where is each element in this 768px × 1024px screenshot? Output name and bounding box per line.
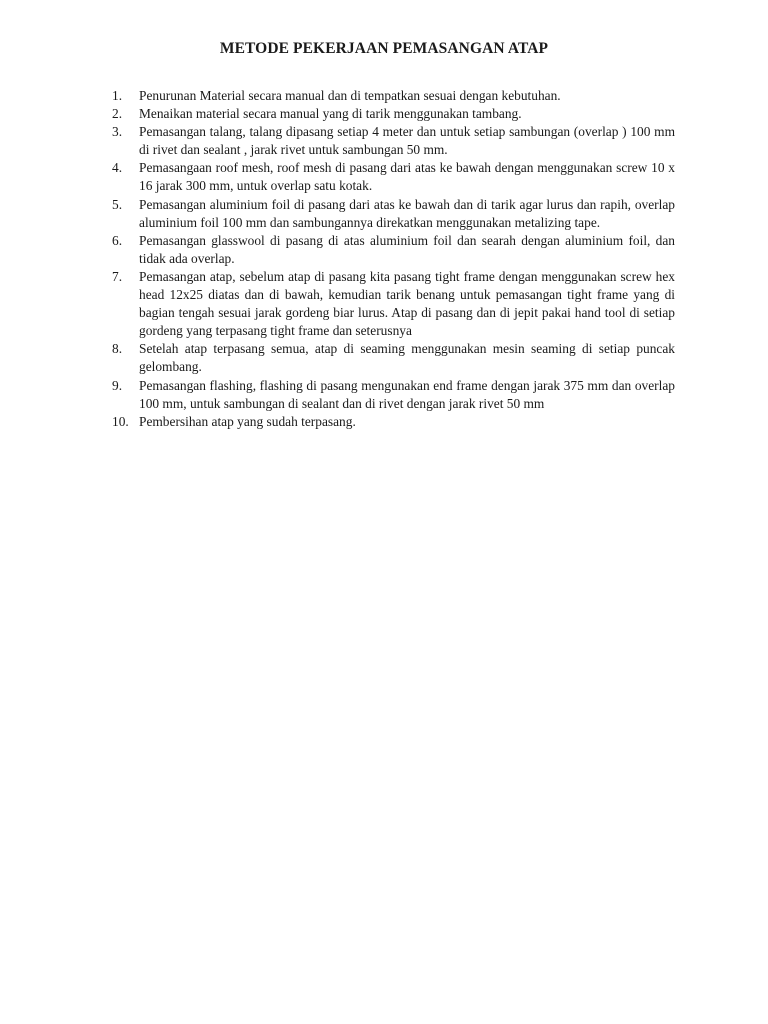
step-text: Penurunan Material secara manual dan di tempatkan sesuai dengan kebutuhan.: [139, 88, 561, 103]
steps-list: [112, 87, 675, 431]
step-text: Pemasangan glasswool di pasang di atas aluminium foil dan searah dengan aluminium foil, dan tidak ada overlap.: [139, 232, 675, 266]
list-item: [112, 159, 675, 195]
step-number: 3.: [112, 124, 123, 140]
step-text: Setelah atap terpasang semua, atap di seaming menggunakan mesin seaming di setiap puncak gelombang.: [139, 341, 675, 375]
list-item: [112, 413, 675, 431]
list-item: [112, 377, 675, 413]
step-text: Pemasangan talang, talang dipasang setiap 4 meter dan untuk setiap sambungan (overlap ) 100 mm di rivet dan sealant , jarak rivet untuk sambungan 50 mm.: [139, 124, 675, 158]
document-title: METODE PEKERJAAN PEMASANGAN ATAP: [219, 40, 549, 57]
step-number: 2.: [112, 106, 123, 122]
list-item: [112, 268, 675, 340]
step-number: 7.: [112, 268, 123, 284]
step-number: 6.: [112, 232, 123, 248]
list-item: [112, 87, 675, 105]
step-number: 5.: [112, 196, 123, 212]
step-text: Pembersihan atap yang sudah terpasang.: [139, 413, 356, 429]
step-text: Pemasangan flashing, flashing di pasang mengunakan end frame dengan jarak 375 mm dan overlap 100 mm, untuk sambungan di sealant dan di rivet dengan jarak rivet 50 mm: [139, 377, 675, 411]
list-item: [112, 105, 675, 123]
step-number: 1.: [112, 88, 123, 103]
step-text: Menaikan material secara manual yang di tarik menggunakan tambang.: [139, 106, 522, 122]
list-item: [112, 340, 675, 376]
list-item: [112, 196, 675, 232]
step-text: Pemasangan aluminium foil di pasang dari atas ke bawah dan di tarik agar lurus dan rapih, overlap aluminium foil 100 mm dan sambungannya direkatkan menggunakan metalizing tape.: [139, 196, 675, 230]
list-item: [112, 232, 675, 268]
step-text: Pemasangan atap, sebelum atap di pasang kita pasang tight frame dengan menggunakan screw hex head 12x25 diatas dan di bawah, kemudian tarik benang untuk pemasangan tight frame yang di bagian tengah sesuai jarak gordeng biar lurus. Atap di pasang dan di jepit pakai hand tool di setiap gordeng yang terpasang tight frame dan seterusnya: [139, 268, 675, 339]
step-number: 9.: [112, 377, 123, 393]
step-number: 4.: [112, 160, 123, 176]
list-item: [112, 123, 675, 159]
step-number: 8.: [112, 341, 123, 357]
step-number: 10.: [112, 413, 129, 429]
step-text: Pemasangaan roof mesh, roof mesh di pasang dari atas ke bawah dengan menggunakan screw 10 x 16 jarak 300 mm, untuk overlap satu kotak.: [139, 160, 675, 194]
